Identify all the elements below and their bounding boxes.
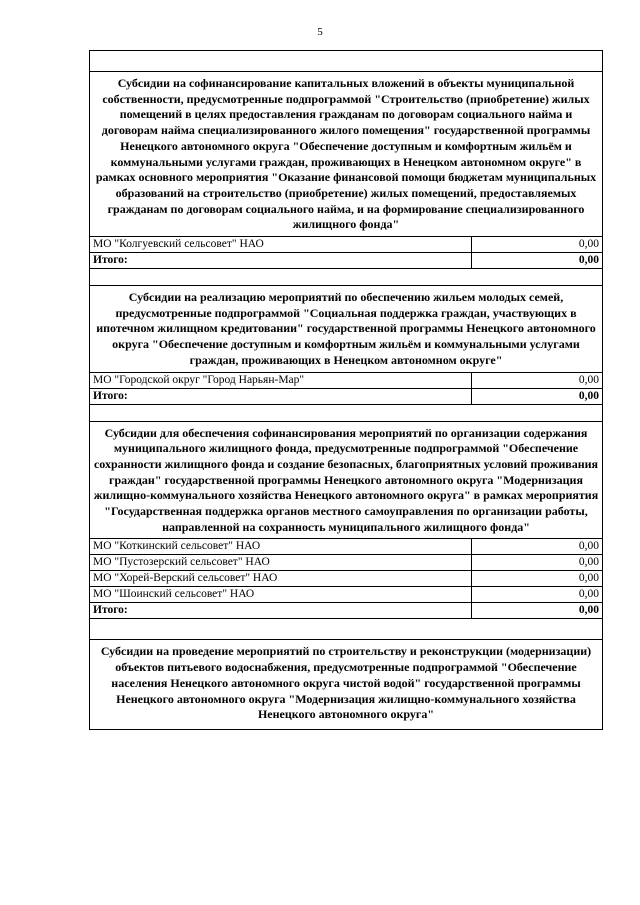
section-heading (90, 640, 603, 730)
municipality-name: МО "Колгуевский сельсовет" НАО (90, 237, 472, 253)
section-heading-text: Субсидии для обеспечения софинансирования мероприятий по организации содержания муниципального жилищного фонда, предусмотренные подпрограммой "Обеспечение сохранности жилищного фонда и создание безопасных, благоприятных условий проживания граждан" государственной программы Ненецкого автономного округа "Модернизация жилищно-коммунального хозяйства Ненецкого автономного округа" в рамках мероприятия "Государственная поддержка органов местного самоуправления по организации работы, направленной на сохранность муниципального жилищного фонда" (90, 421, 603, 539)
total-row (90, 388, 603, 404)
total-value: 0,00 (472, 388, 603, 404)
total-value: 0,00 (472, 253, 603, 269)
page-number: 5 (317, 26, 323, 38)
table-row (90, 571, 603, 587)
section-heading (90, 72, 603, 237)
municipality-name: МО "Хорей-Верский сельсовет" НАО (90, 571, 472, 587)
table-row (90, 237, 603, 253)
subsidy-table (89, 50, 603, 730)
section-heading (90, 286, 603, 373)
municipality-name: МО "Коткинский сельсовет" НАО (90, 539, 472, 555)
spacer-row (90, 51, 603, 72)
total-row (90, 253, 603, 269)
section-heading-text: Субсидии на проведение мероприятий по строительству и реконструкции (модернизации) объектов питьевого водоснабжения, предусмотренные подпрограммой "Обеспечение населения Ненецкого автономного округа чистой водой" государственной программы Ненецкого автономного округа "Модернизация жилищно-коммунального хозяйства Ненецкого автономного округа" (90, 640, 603, 730)
municipality-name: МО "Шоинский сельсовет" НАО (90, 587, 472, 603)
section-heading-text: Субсидии на реализацию мероприятий по обеспечению жильем молодых семей, предусмотренные подпрограммой "Социальная поддержка граждан, участвующих в ипотечном жилищном кредитовании" государственной программы Ненецкого автономного округа "Обеспечение доступным и комфортным жильём и коммунальными услугами граждан, проживающих в Ненецком автономном округе" (90, 286, 603, 373)
table-row (90, 587, 603, 603)
amount-value: 0,00 (472, 571, 603, 587)
total-label: Итого: (90, 253, 472, 269)
amount-value: 0,00 (472, 372, 603, 388)
table-row (90, 555, 603, 571)
amount-value: 0,00 (472, 587, 603, 603)
amount-value: 0,00 (472, 555, 603, 571)
municipality-name: МО "Городской округ "Город Нарьян-Мар" (90, 372, 472, 388)
amount-value: 0,00 (472, 539, 603, 555)
table-row (90, 539, 603, 555)
spacer-row (90, 269, 603, 286)
total-label: Итого: (90, 388, 472, 404)
total-value: 0,00 (472, 603, 603, 619)
spacer-row (90, 404, 603, 421)
table-row (90, 372, 603, 388)
municipality-name: МО "Пустозерский сельсовет" НАО (90, 555, 472, 571)
section-heading-text: Субсидии на софинансирование капитальных вложений в объекты муниципальной собственности, предусмотренные подпрограммой "Строительство (приобретение) жилых помещений в целях предоставления гражданам по договорам социального найма и договорам найма специализированного жилого помещения" государственной программы Ненецкого автономного округа "Обеспечение доступным и комфортным жильём и коммунальными услугами граждан, проживающих в Ненецком автономном округе" в рамках основного мероприятия "Оказание финансовой помощи бюджетам муниципальных образований на строительство (приобретение) жилых помещений, предоставляемых гражданам по договорам социального найма, и на формирование специализированного жилищного фонда" (90, 72, 603, 237)
amount-value: 0,00 (472, 237, 603, 253)
total-row (90, 603, 603, 619)
total-label: Итого: (90, 603, 472, 619)
section-heading (90, 421, 603, 539)
spacer-row (90, 619, 603, 640)
